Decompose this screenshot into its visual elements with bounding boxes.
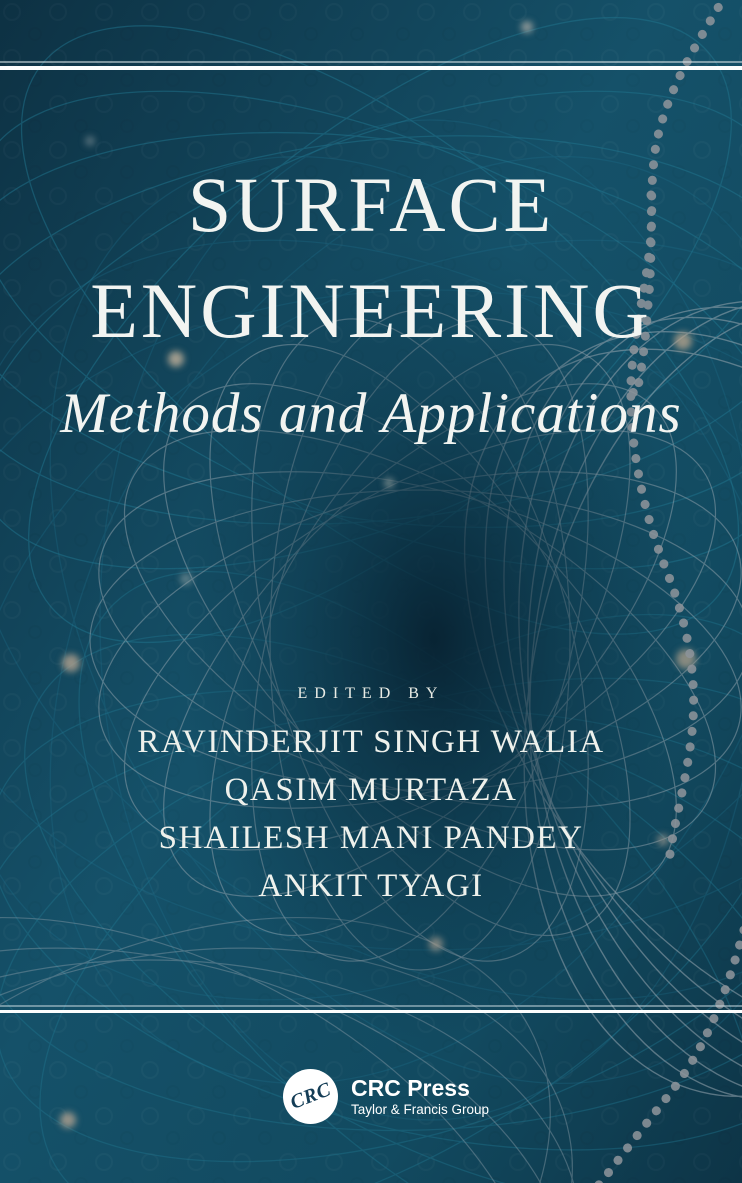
publisher-text [351, 1075, 489, 1118]
bottom-rule-thin [0, 1005, 742, 1007]
book-subtitle: Methods and Applications [60, 382, 682, 445]
book-title [0, 152, 742, 364]
editor-name-4: ANKIT TYAGI [258, 868, 484, 904]
top-rule-thin [0, 61, 742, 63]
edited-by-label: EDITED BY [297, 685, 445, 702]
title-line-1: SURFACE [187, 161, 555, 248]
publisher-name: CRC Press [351, 1075, 470, 1101]
crc-logo [283, 1069, 338, 1124]
editor-name-3: SHAILESH MANI PANDEY [158, 820, 584, 856]
title-line-2: ENGINEERING [90, 267, 652, 354]
bottom-rule [0, 1010, 742, 1014]
editor-name-2: QASIM MURTAZA [224, 772, 518, 808]
top-rule [0, 66, 742, 70]
editors-block [0, 682, 742, 910]
editor-name-1: RAVINDERJIT SINGH WALIA [137, 724, 605, 760]
crc-logo-text: CRC [286, 1078, 334, 1114]
publisher-group: Taylor & Francis Group [351, 1102, 490, 1117]
publisher-block [283, 1069, 489, 1124]
title-block [0, 152, 742, 450]
